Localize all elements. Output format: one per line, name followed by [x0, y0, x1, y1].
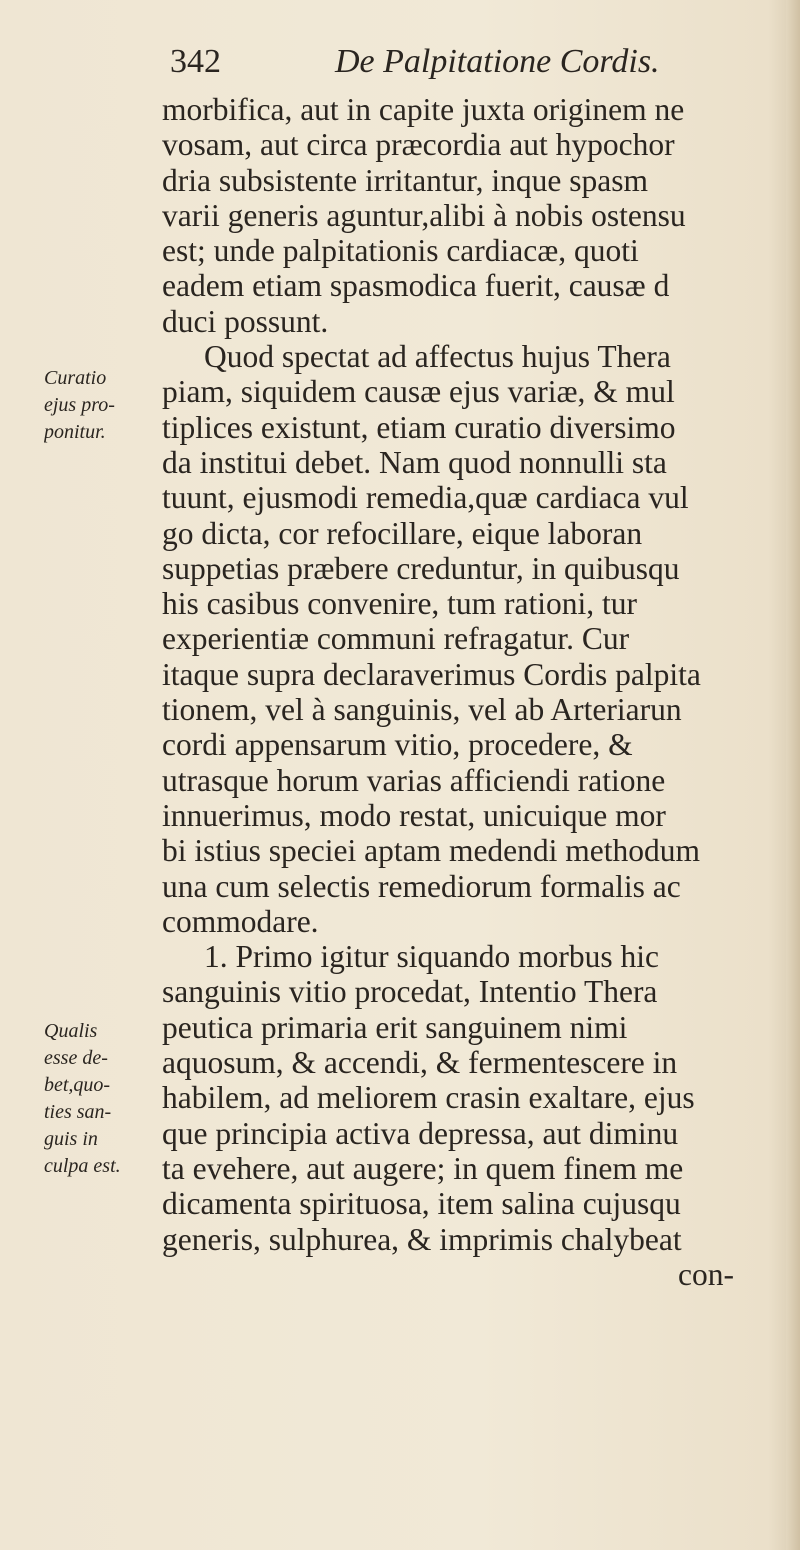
text-line: morbifica, aut in capite juxta originem ne: [162, 92, 685, 127]
text-line: experientiæ communi refragatur. Cur: [162, 621, 630, 657]
margin-note-line: guis in: [44, 1128, 98, 1150]
text-line: 1. Primo igitur siquando morbus hic: [204, 939, 659, 975]
text-line: eadem etiam spasmodica fuerit, causæ d: [162, 268, 670, 304]
text-line: piam, siquidem causæ ejus variæ, & mul: [162, 374, 675, 410]
text-line: go dicta, cor refocillare, eique laboran: [162, 515, 643, 551]
text-line: aquosum, & accendi, & fermentescere in: [162, 1045, 678, 1081]
text-line: itaque supra declaraverimus Cordis palpita: [162, 656, 701, 692]
text-line: peutica primaria erit sanguinem nimi: [162, 1009, 628, 1045]
text-line: una cum selectis remediorum formalis ac: [162, 868, 681, 904]
page-header: [160, 40, 780, 84]
text-line: innuerimus, modo restat, unicuique mor: [162, 797, 666, 833]
text-line: tuunt, ejusmodi remedia,quæ cardiaca vul: [162, 480, 689, 516]
margin-note-line: Qualis: [44, 1020, 98, 1042]
margin-note-line: bet,quo-: [44, 1074, 111, 1096]
text-line: duci possunt.: [162, 303, 329, 339]
page-number: 342: [170, 43, 221, 80]
text-line: his casibus convenire, tum rationi, tur: [162, 586, 638, 622]
text-line: ta evehere, aut augere; in quem finem me: [162, 1150, 684, 1186]
margin-note-line: ejus pro-: [44, 394, 115, 416]
margin-note-line: culpa est.: [44, 1155, 121, 1177]
text-line: bi istius speciei aptam medendi methodum: [162, 833, 701, 869]
text-line: tionem, vel à sanguinis, vel ab Arteriarun: [162, 692, 682, 728]
catchword: con-: [678, 1256, 734, 1292]
text-line: Quod spectat ad affectus hujus Thera: [204, 339, 671, 375]
text-line: cordi appensarum vitio, procedere, &: [162, 727, 633, 763]
text-line: tiplices existunt, etiam curatio diversimo: [162, 409, 676, 445]
text-line: est; unde palpitationis cardiacæ, quoti: [162, 233, 639, 269]
text-line: dria subsistente irritantur, inque spasm: [162, 162, 649, 198]
body-text: [162, 92, 774, 1292]
text-line: habilem, ad meliorem crasin exaltare, ejus: [162, 1080, 695, 1116]
page-edge: [786, 0, 800, 1550]
running-title: De Palpitatione Cordis.: [335, 43, 660, 80]
text-line: sanguinis vitio procedat, Intentio Thera: [162, 974, 658, 1010]
margin-note-qualis: [44, 1018, 162, 1180]
text-line: vosam, aut circa præcordia aut hypochor: [162, 127, 675, 163]
text-line: que principia activa depressa, aut diminu: [162, 1115, 679, 1151]
text-line: varii generis aguntur,alibi à nobis ostensu: [162, 197, 686, 233]
margin-note-line: esse de-: [44, 1047, 108, 1069]
margin-note-curatio: [44, 365, 162, 446]
text-line: utrasque horum varias afficiendi ratione: [162, 762, 666, 798]
margin-note-line: ties san-: [44, 1101, 112, 1123]
text-line: commodare.: [162, 903, 319, 939]
text-line: da institui debet. Nam quod nonnulli sta: [162, 444, 667, 480]
text-line: generis, sulphurea, & imprimis chalybeat: [162, 1221, 682, 1257]
text-line: dicamenta spirituosa, item salina cujusqu: [162, 1186, 681, 1222]
margin-note-line: ponitur.: [44, 421, 106, 443]
text-line: suppetias præbere creduntur, in quibusqu: [162, 550, 680, 586]
margin-note-line: Curatio: [44, 367, 107, 389]
